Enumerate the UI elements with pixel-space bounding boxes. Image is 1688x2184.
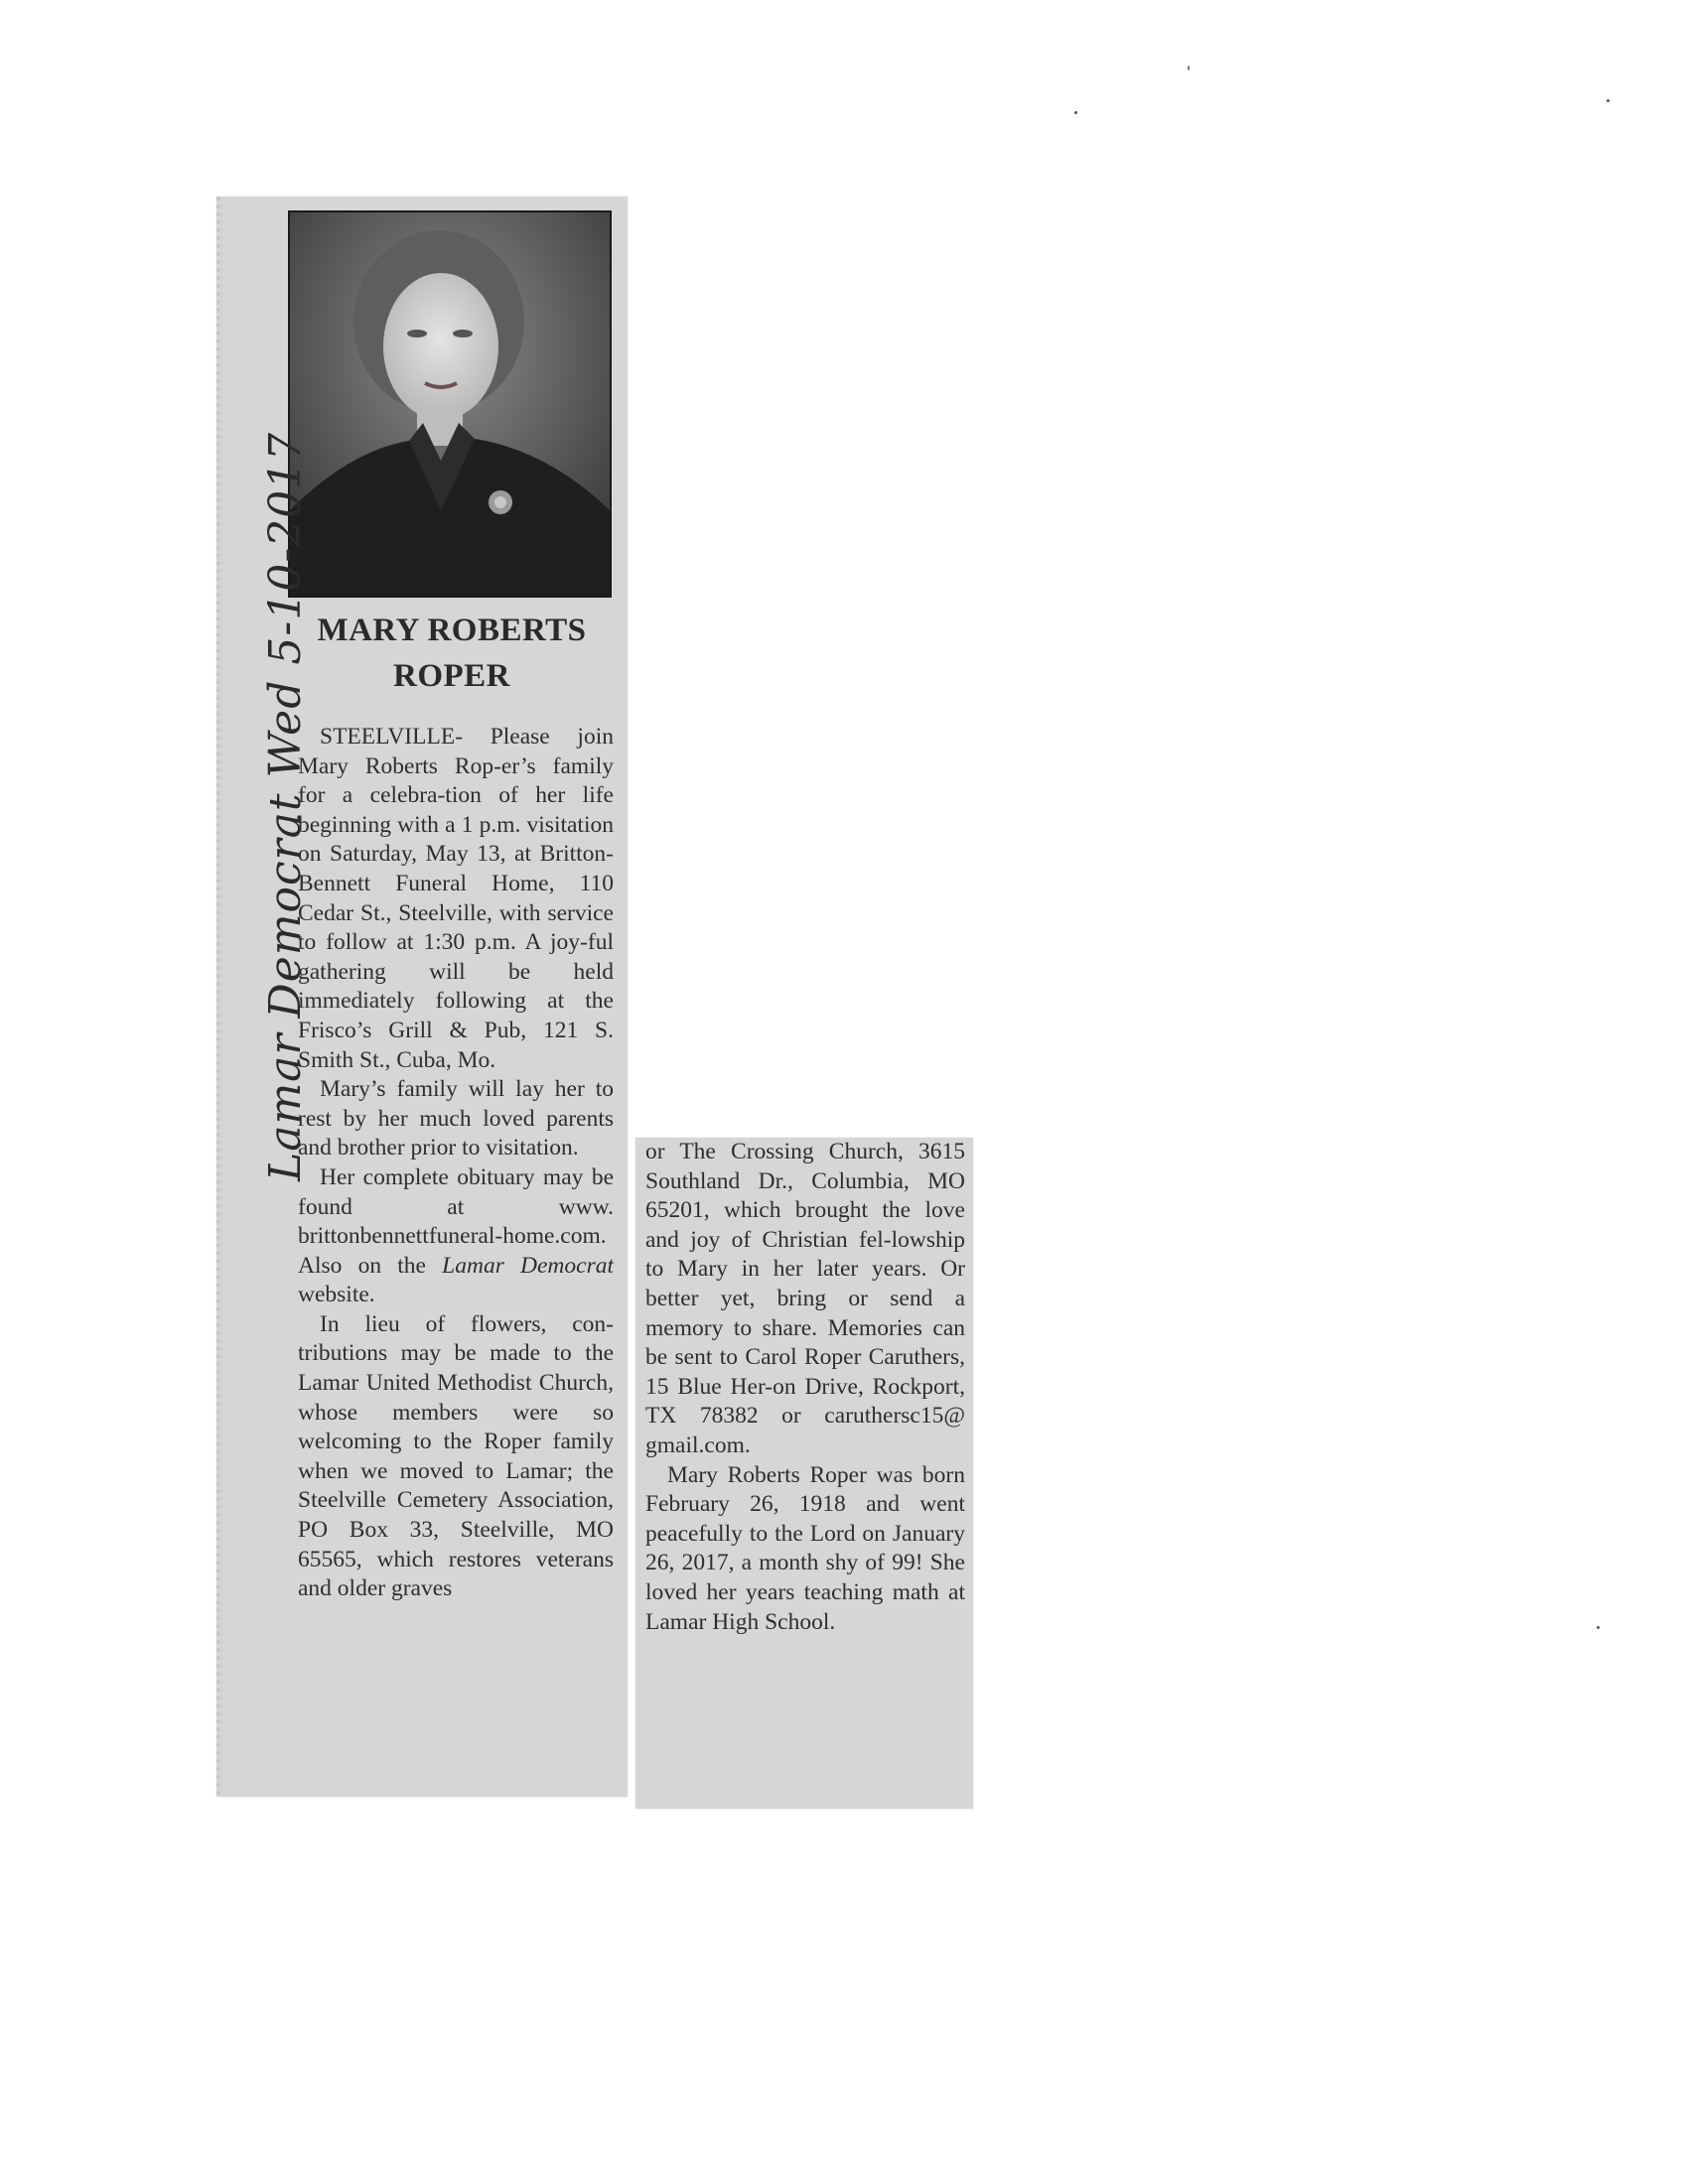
scan-speck xyxy=(1074,111,1077,114)
handwritten-note: Lamar Democrat Wed 5-10-2017 xyxy=(260,431,311,1181)
paragraph-contributions-continued: or The Crossing Church, 3615 Southland Dr., Columbia, MO 65201, which brought the love and joy of Christian fel-lowship to Mary in her later years. Or better yet, bring or send a memory to share. Memories can be sent to Carol Roper Caruthers, 15 Blue Her-on Drive, Rockport, TX 78382 or caruthersc15@ gmail.com. xyxy=(645,1139,965,1458)
paragraph-contributions: In lieu of flowers, con-tributions may be made to the Lamar United Methodist Church, whose members were so welcoming to the Roper family when we moved to Lamar; the Steelville Cemetery Association, PO Box 33, Steelville, MO 65565, which restores veterans and older graves xyxy=(298,1310,614,1602)
scan-speck xyxy=(1188,66,1190,70)
paragraph-biography: Mary Roberts Roper was born February 26, 1918 and went peacefully to the Lord on January 26, 2017, a month shy of 99! She loved her years teaching math at Lamar High School. xyxy=(645,1461,965,1635)
article-column-1 xyxy=(298,723,614,1795)
obituary-link-tail: website. xyxy=(298,1282,375,1308)
headline-line-2: ROPER xyxy=(393,658,510,694)
paragraph-service-details: STEELVILLE- Please join Mary Roberts Rop-er’s family for a celebra-tion of her life beginning with a 1 p.m. visitation on Saturday, May 13, at Britton-Bennett Funeral Home, 110 Cedar St., Steelville, with service to follow at 1:30 p.m. A joy-ful gathering will be held immediately following at the Frisco’s Grill & Pub, 121 S. Smith St., Cuba, Mo. xyxy=(298,724,614,1073)
obituary-link-text: Her complete obituary may be found at www. brittonbennettfuneral-home.com. Also on the xyxy=(298,1163,614,1279)
portrait-photo xyxy=(288,210,612,598)
headline-line-1: MARY ROBERTS xyxy=(317,613,587,648)
article-column-2 xyxy=(645,1138,965,1805)
newspaper-name: Lamar Democrat xyxy=(442,1252,614,1279)
paragraph-obituary-link xyxy=(298,1163,614,1310)
obituary-headline xyxy=(288,608,616,699)
scan-speck xyxy=(1607,99,1610,102)
paragraph-burial: Mary’s family will lay her to rest by her much loved parents and brother prior to visitation. xyxy=(298,1076,614,1161)
scan-speck xyxy=(1597,1626,1600,1629)
